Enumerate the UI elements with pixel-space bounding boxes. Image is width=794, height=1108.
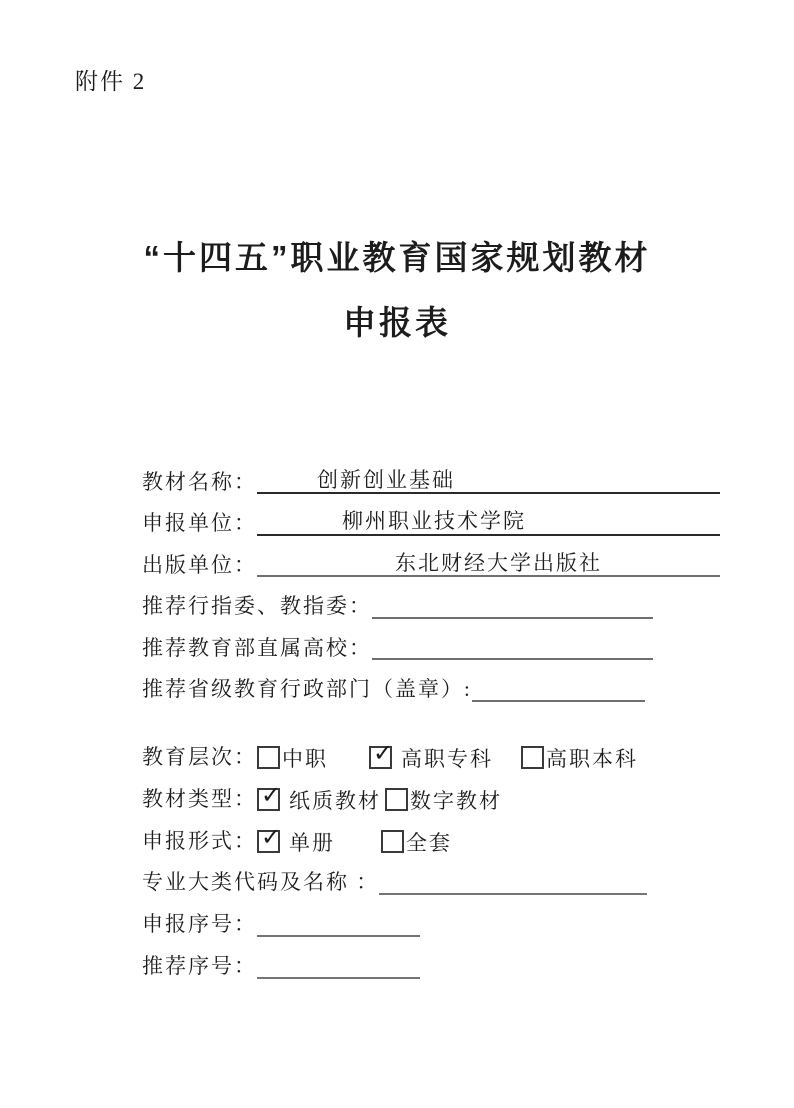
title-line-1: “十四五”职业教育国家规划教材 <box>143 239 651 276</box>
field-underline <box>257 935 420 937</box>
checkbox-option-digital-textbook <box>385 785 502 815</box>
field-row-recommend-committee <box>142 593 720 619</box>
field-label: 教材名称： <box>142 469 257 494</box>
field-row-textbook-name <box>142 468 720 494</box>
checkbox-checked-icon <box>369 746 392 769</box>
field-row-major-category <box>142 872 720 895</box>
field-underline <box>257 468 720 494</box>
field-row-application-number <box>142 914 720 937</box>
checkbox-checked-icon <box>257 830 280 853</box>
title-line-2: 申报表 <box>343 304 451 341</box>
checkbox-option-gaozhi-benke <box>521 743 638 773</box>
field-underline <box>372 658 653 660</box>
checkbox-option-label: 中职 <box>282 746 328 771</box>
checkbox-option-label: 数字教材 <box>410 788 502 813</box>
checkbox-option-zhongzhi <box>257 743 328 773</box>
checkbox-option-label: 全套 <box>406 830 452 855</box>
field-underline <box>372 617 653 619</box>
field-value: 东北财经大学出版社 <box>395 550 602 575</box>
field-underline <box>379 893 647 895</box>
field-label: 推荐省级教育行政部门（盖章）: <box>142 677 472 702</box>
field-row-recommend-provincial-dept <box>142 676 720 702</box>
checkbox-unchecked-icon <box>385 788 408 811</box>
field-label: 申报序号： <box>142 912 257 937</box>
field-row-applicant-unit <box>142 510 720 536</box>
field-row-publisher <box>142 551 720 577</box>
checkbox-unchecked-icon <box>381 830 404 853</box>
attachment-label: 附件 2 <box>75 69 147 94</box>
field-label: 推荐行指委、教指委： <box>142 594 372 619</box>
field-value: 创新创业基础 <box>317 467 455 492</box>
field-label: 推荐教育部直属高校： <box>142 635 372 660</box>
checkbox-row-application-form <box>142 830 720 854</box>
checkbox-unchecked-icon <box>521 746 544 769</box>
checkbox-row-label: 申报形式： <box>142 829 257 854</box>
checkbox-row-label: 教育层次： <box>142 745 257 770</box>
checkbox-checked-icon <box>257 788 280 811</box>
checkbox-option-paper-textbook <box>257 785 381 815</box>
field-value: 柳州职业技术学院 <box>342 509 526 534</box>
field-underline <box>257 551 720 577</box>
checkbox-option-label: 高职本科 <box>546 746 638 771</box>
field-row-recommend-university <box>142 634 720 660</box>
checkbox-option-full-set <box>381 827 452 857</box>
document-title <box>0 238 794 343</box>
application-form <box>142 468 720 998</box>
field-label: 申报单位： <box>142 511 257 536</box>
checkbox-row-label: 教材类型： <box>142 787 257 812</box>
field-underline <box>257 977 420 979</box>
checkbox-option-gaozhi-zhuanke <box>369 743 493 773</box>
checkbox-section <box>142 746 720 854</box>
checkbox-option-label: 单册 <box>289 830 335 855</box>
field-label: 出版单位： <box>142 552 257 577</box>
field-underline <box>257 509 720 535</box>
checkbox-unchecked-icon <box>257 746 280 769</box>
field-label: 专业大类代码及名称 ： <box>142 870 380 895</box>
checkbox-option-single-volume <box>257 827 335 857</box>
field-label: 推荐序号： <box>142 954 257 979</box>
checkbox-option-label: 高职专科 <box>401 746 493 771</box>
checkbox-row-textbook-type <box>142 788 720 812</box>
bottom-fields-section <box>142 872 720 979</box>
checkbox-option-label: 纸质教材 <box>289 788 381 813</box>
field-row-recommendation-number <box>142 956 720 979</box>
checkbox-row-education-level <box>142 746 720 770</box>
field-underline <box>472 700 645 702</box>
